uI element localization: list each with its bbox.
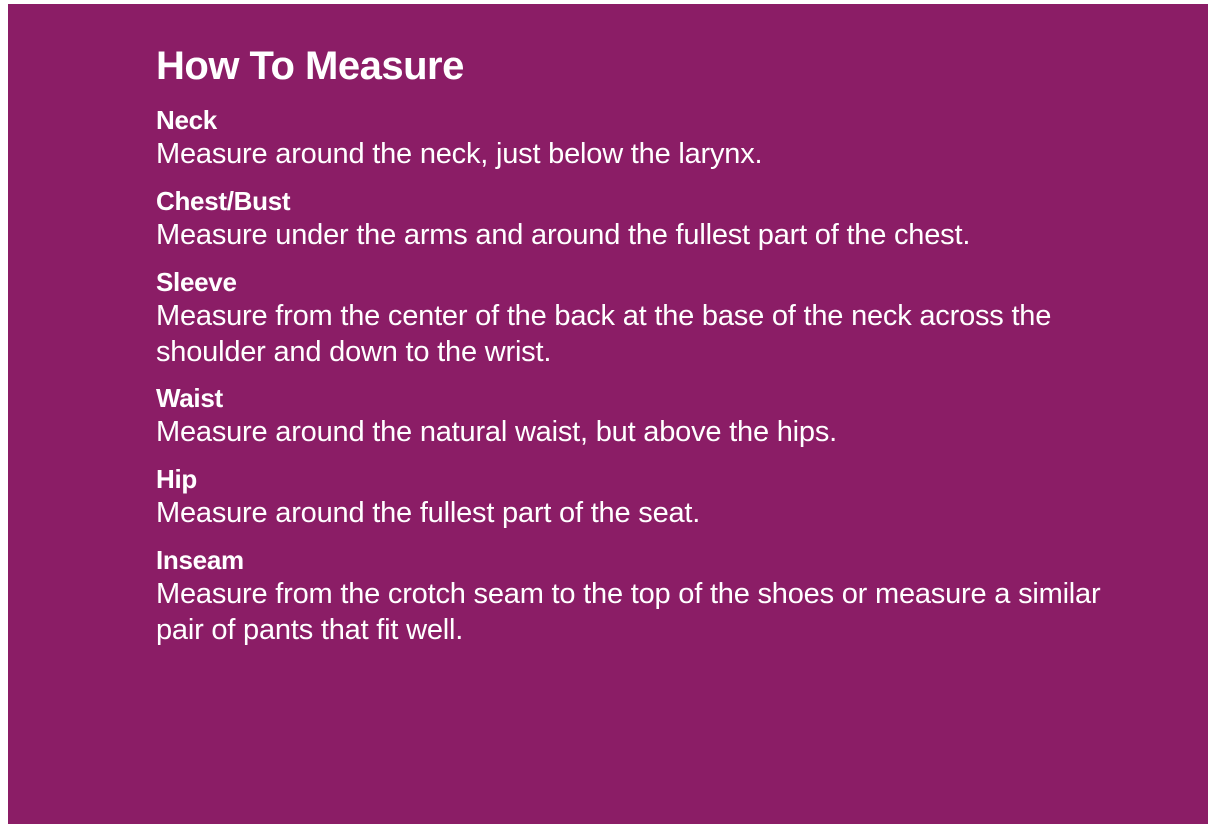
measurement-description: Measure around the fullest part of the seat. (156, 497, 701, 530)
measurement-term: Sleeve (156, 266, 237, 297)
how-to-measure-panel (8, 4, 1208, 824)
page-title: How To Measure (156, 44, 464, 88)
measurement-description: Measure under the arms and around the fullest part of the chest. (156, 218, 971, 251)
measurement-term: Inseam (156, 545, 244, 576)
measurement-entry-inseam (156, 546, 1148, 649)
measurement-entry-hip (156, 465, 1148, 532)
measurement-entry-neck (156, 106, 1148, 173)
measurement-description: Measure from the center of the back at the base of the neck across the shoulder and down to the wrist. (156, 299, 1052, 368)
measurement-entry-chest-bust (156, 187, 1148, 254)
measurement-description: Measure around the neck, just below the larynx. (156, 137, 763, 170)
measurement-term: Neck (156, 105, 217, 135)
measurement-description: Measure from the crotch seam to the top of the shoes or measure a similar pair of pants that fit well. (156, 578, 1101, 647)
measurement-entry-sleeve (156, 268, 1148, 371)
measurement-description: Measure around the natural waist, but above the hips. (156, 416, 837, 449)
measurement-term: Waist (156, 383, 223, 414)
measurement-term: Hip (156, 464, 197, 495)
measurement-entry-waist (156, 384, 1148, 451)
measurement-term: Chest/Bust (156, 185, 291, 216)
